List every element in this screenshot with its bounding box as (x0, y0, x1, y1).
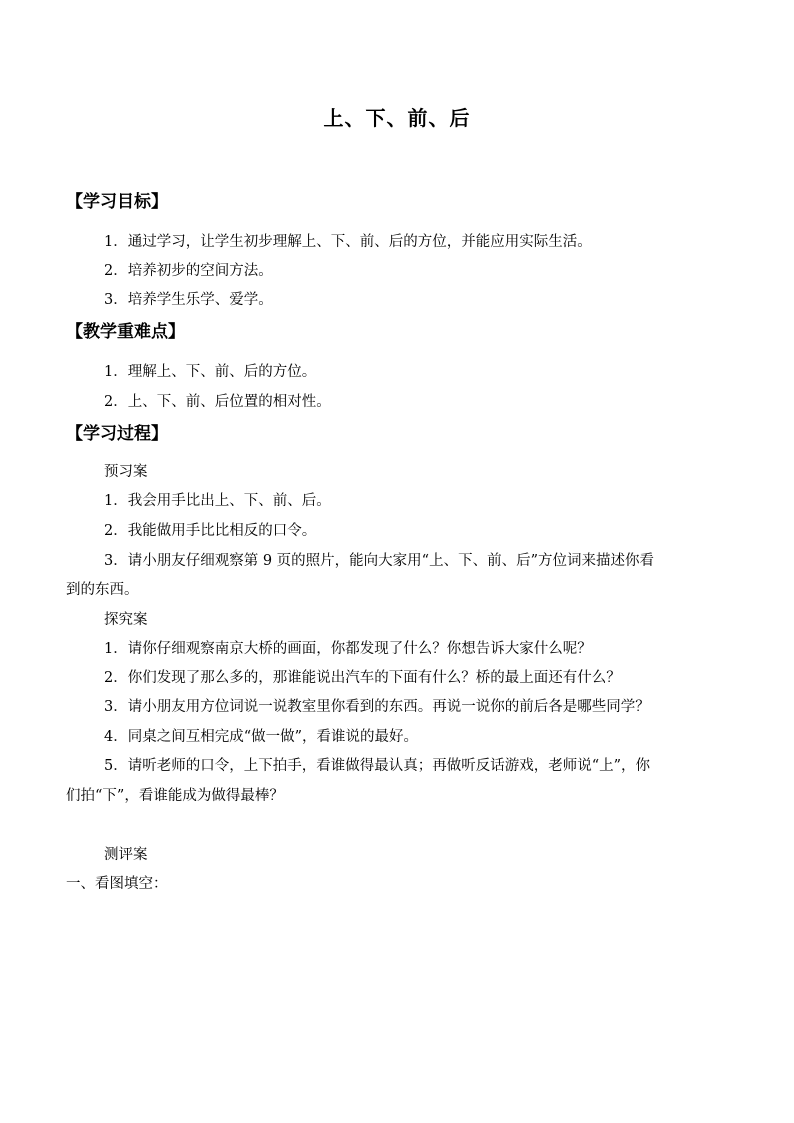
assess-item: 一、看图填空： (66, 876, 168, 892)
explore-item: 4．同桌之间互相完成“做一做”，看谁说的最好。 (104, 729, 419, 745)
explore-label: 探究案 (104, 612, 148, 628)
explore-item: 1．请你仔细观察南京大桥的画面，你都发现了什么？你想告诉大家什么呢？ (104, 641, 592, 657)
heading-key-points: 【教学重难点】 (66, 322, 185, 342)
explore-item-continued: 们拍“下”，看谁能成为做得最棒？ (66, 788, 284, 804)
key-point-item: 2．上、下、前、后位置的相对性。 (104, 394, 331, 410)
preview-item-continued: 到的东西。 (66, 582, 139, 598)
explore-item: 3．请小朋友用方位词说一说教室里你看到的东西。再说一说你的前后各是哪些同学？ (104, 699, 650, 715)
explore-item: 2．你们发现了那么多的，那谁能说出汽车的下面有什么？桥的最上面还有什么？ (104, 670, 621, 686)
assess-label: 测评案 (104, 847, 148, 863)
goal-item: 1．通过学习，让学生初步理解上、下、前、后的方位，并能应用实际生活。 (104, 234, 592, 250)
goal-item: 3．培养学生乐学、爱学。 (104, 292, 273, 308)
page-title: 上、下、前、后 (323, 106, 471, 130)
explore-item: 5．请听老师的口令，上下拍手，看谁做得最认真；再做听反话游戏，老师说“上”，你 (104, 758, 651, 774)
goal-item: 2．培养初步的空间方法。 (104, 263, 273, 279)
preview-item: 2．我能做用手比比相反的口令。 (104, 523, 317, 539)
preview-item: 1．我会用手比出上、下、前、后。 (104, 493, 331, 509)
heading-learning-goals: 【学习目标】 (66, 192, 168, 212)
preview-label: 预习案 (104, 464, 148, 480)
key-point-item: 1．理解上、下、前、后的方位。 (104, 364, 317, 380)
heading-learning-process: 【学习过程】 (66, 424, 168, 444)
preview-item: 3．请小朋友仔细观察第 9 页的照片，能向大家用“上、下、前、后”方位词来描述你看 (104, 553, 654, 569)
